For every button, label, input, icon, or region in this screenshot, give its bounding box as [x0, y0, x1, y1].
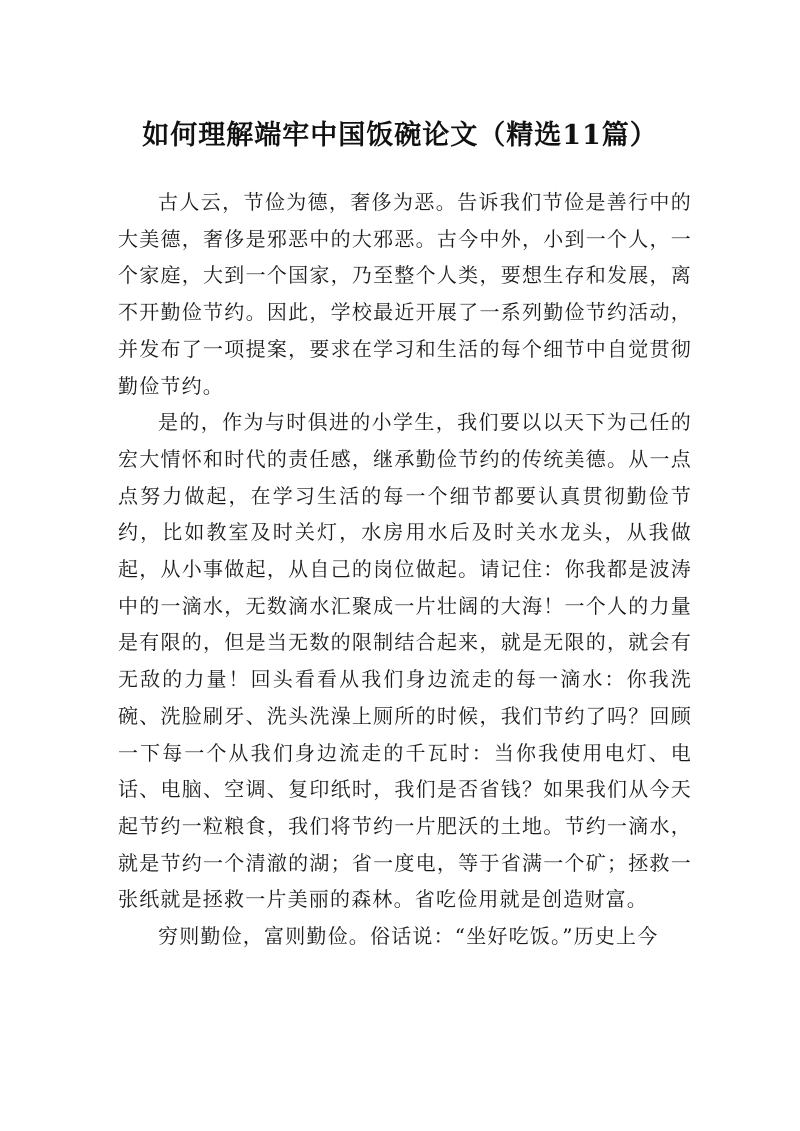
paragraph-2: 是的，作为与时俱进的小学生，我们要以以天下为己任的宏大情怀和时代的责任感，继承勤俭节约的传统美德。从一点点努力做起，在学习生活的每一个细节都要认真贯彻勤俭节约，比如教室及时关灯，水房用水后及时关水龙头，从我做起，从小事做起，从自己的岗位做起。请记住：你我都是波涛中的一滴水，无数滴水汇聚成一片壮阔的大海！一个人的力量是有限的，但是当无数的限制结合起来，就是无限的，就会有无敌的力量！回头看看从我们身边流走的每一滴水：你我洗碗、洗脸刷牙、洗头洗澡上厕所的时候，我们节约了吗？回顾一下每一个从我们身边流走的千瓦时：当你我使用电灯、电话、电脑、空调、复印纸时，我们是否省钱？如果我们从今天起节约一粒粮食，我们将节约一片肥沃的土地。节约一滴水，就是节约一个清澈的湖；省一度电，等于省满一个矿；拯救一张纸就是拯救一片美丽的森林。省吃俭用就是创造财富。 [118, 410, 692, 912]
document-body [118, 184, 692, 955]
paragraph-3: 穷则勤俭，富则勤俭。俗话说：“坐好吃饭。”历史上今 [158, 924, 659, 949]
paragraph-1: 古人云，节俭为德，奢侈为恶。告诉我们节俭是善行中的大美德，奢侈是邪恶中的大邪恶。古今中外，小到一个人，一个家庭，大到一个国家，乃至整个人类，要想生存和发展，离不开勤俭节约。因此，学校最近开展了一系列勤俭节约活动，并发布了一项提案，要求在学习和生活的每个细节中自觉贯彻勤俭节约。 [118, 190, 692, 398]
document-title: 如何理解端牢中国饭碗论文（精选11篇） [142, 120, 658, 152]
